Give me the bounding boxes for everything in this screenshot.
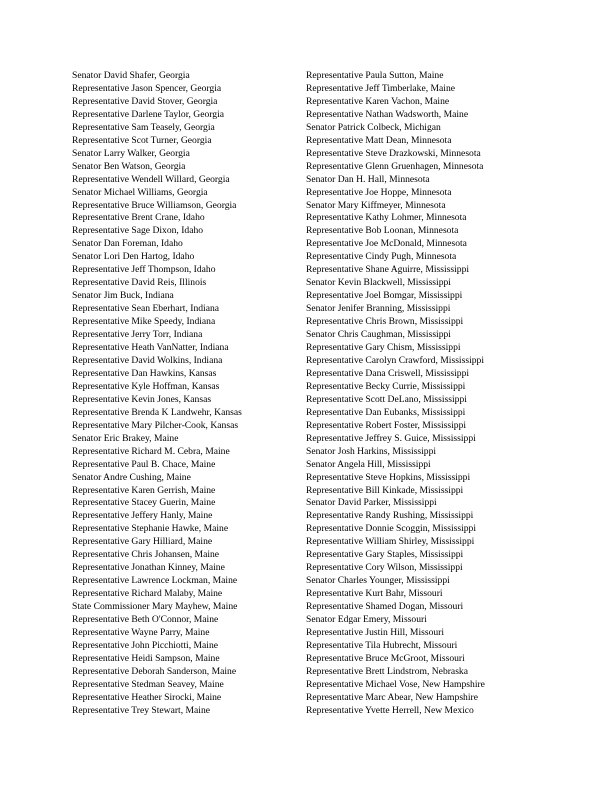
signatory-entry: Representative Jeffery Hanly, Maine	[72, 510, 213, 522]
signatory-entry: Senator David Shafer, Georgia	[72, 70, 190, 81]
signatory-entry: Representative Sean Eberhart, Indiana	[72, 303, 220, 315]
signatory-entry: Representative Bill Kinkade, Mississippi	[306, 484, 464, 496]
signatory-entry: Representative Dan Eubanks, Mississippi	[306, 406, 466, 418]
signatory-entry: Senator Angela Hill, Mississippi	[306, 458, 431, 470]
signatory-entry: Representative Brett Lindstrom, Nebraska	[306, 665, 468, 677]
signatory-entry: Representative Kathy Lohmer, Minnesota	[306, 212, 467, 224]
signatory-entry: Senator Josh Harkins, Mississippi	[306, 445, 437, 457]
signatory-entry: Senator David Parker, Mississippi	[306, 497, 437, 509]
signatory-entry: Representative Tila Hubrecht, Missouri	[306, 639, 458, 651]
signatory-entry: Representative Darlene Taylor, Georgia	[72, 108, 225, 120]
signatory-entry: Representative Gary Hilliard, Maine	[72, 536, 213, 548]
signatory-entry: Senator Dan H. Hall, Minnesota	[306, 173, 430, 185]
signatory-list-left	[72, 70, 300, 718]
signatory-entry: Representative Shane Aguirre, Mississippi	[306, 264, 470, 276]
signatory-entry: Senator Mary Kiffmeyer, Minnesota	[306, 199, 446, 211]
signatory-entry: Representative Paula Sutton, Maine	[306, 70, 444, 81]
signatory-entry: Representative Beth O'Connor, Maine	[72, 614, 219, 626]
signatory-entry: Senator Ben Watson, Georgia	[72, 160, 186, 172]
signatory-entry: Senator Edgar Emery, Missouri	[306, 614, 427, 626]
signatory-entry: Representative Shamed Dogan, Missouri	[306, 601, 464, 613]
signatory-entry: Representative Michael Vose, New Hampshire	[306, 678, 485, 690]
signatory-entry: Senator Patrick Colbeck, Michigan	[306, 121, 441, 133]
signatory-list-right	[306, 70, 546, 718]
signatory-entry: Representative Joe McDonald, Minnesota	[306, 238, 467, 250]
signatory-entry: Senator Michael Williams, Georgia	[72, 186, 208, 198]
signatory-entry: Representative Matt Dean, Minnesota	[306, 134, 452, 146]
signatory-entry: Representative David Stover, Georgia	[72, 95, 218, 107]
signatory-entry: Representative David Wolkins, Indiana	[72, 354, 223, 366]
signatory-entry: Representative Cory Wilson, Mississippi	[306, 562, 463, 574]
signatory-entry: Senator Chris Caughman, Mississippi	[306, 329, 451, 341]
signatory-entry: Representative Gary Chism, Mississippi	[306, 342, 461, 354]
signatory-entry: Representative Trey Stewart, Maine	[72, 704, 211, 716]
signatory-entry: Representative Becky Currie, Mississippi	[306, 380, 466, 392]
signatory-entry: Representative Robert Foster, Mississippi	[306, 419, 467, 431]
signatory-entry: Senator Eric Brakey, Maine	[72, 432, 179, 444]
signatory-entry: Representative Heath VanNatter, Indiana	[72, 342, 229, 354]
signatory-entry: Representative Sam Teasely, Georgia	[72, 121, 215, 133]
signatory-entry: Senator Andre Cushing, Maine	[72, 471, 191, 483]
signatory-entry: Representative Chris Johansen, Maine	[72, 549, 220, 561]
signatory-entry: Representative Sage Dixon, Idaho	[72, 225, 204, 237]
signatory-entry: Representative Kyle Hoffman, Kansas	[72, 380, 220, 392]
signatory-entry: Representative Nathan Wadsworth, Maine	[306, 108, 469, 120]
signatory-entry: Representative Yvette Herrell, New Mexico	[306, 704, 474, 716]
signatory-entry: Representative Donnie Scoggin, Mississippi	[306, 523, 477, 535]
signatory-entry: Representative Jonathan Kinney, Maine	[72, 562, 225, 574]
signatory-entry: Representative Carolyn Crawford, Mississippi	[306, 354, 484, 366]
signatory-entry: Representative Wendell Willard, Georgia	[72, 173, 230, 185]
signatory-entry: Representative Justin Hill, Missouri	[306, 626, 445, 638]
signatory-entry: Representative Stephanie Hawke, Maine	[72, 523, 229, 535]
signatory-entry: Representative Karen Gerrish, Maine	[72, 484, 216, 496]
signatory-entry: Representative Mary Pilcher-Cook, Kansas	[72, 419, 239, 431]
signatory-entry: Representative Joel Bomgar, Mississippi	[306, 290, 463, 302]
signatory-entry: Senator Jenifer Branning, Mississippi	[306, 303, 451, 315]
signatory-entry: Representative Deborah Sanderson, Maine	[72, 665, 237, 677]
signatory-entry: Representative Chris Brown, Mississippi	[306, 316, 464, 328]
signatory-entry: Representative Marc Abear, New Hampshire	[306, 691, 478, 703]
signatory-entry: Representative Cindy Pugh, Minnesota	[306, 251, 457, 263]
signatory-entry: Representative Mike Speedy, Indiana	[72, 316, 216, 328]
signatory-entry: Representative Steve Drazkowski, Minnesota	[306, 147, 481, 159]
signatory-entry: Senator Larry Walker, Georgia	[72, 147, 190, 159]
signatory-entry: Representative Kevin Jones, Kansas	[72, 393, 212, 405]
signatory-entry: Representative Stedman Seavey, Maine	[72, 678, 224, 690]
signatory-entry: Representative David Reis, Illinois	[72, 277, 207, 289]
signatory-entry: Representative Glenn Gruenhagen, Minnesota	[306, 160, 484, 172]
signatory-entry: Representative Jeff Timberlake, Maine	[306, 82, 456, 94]
signatory-entry: Senator Lori Den Hartog, Idaho	[72, 251, 195, 263]
signatory-entry: Representative Steve Hopkins, Mississippi	[306, 471, 471, 483]
signatory-entry: Representative Jeffrey S. Guice, Mississippi	[306, 432, 476, 444]
signatory-entry: Senator Dan Foreman, Idaho	[72, 238, 183, 250]
signatory-entry: Representative William Shirley, Mississippi	[306, 536, 475, 548]
signatory-entry: Representative Paul B. Chace, Maine	[72, 458, 216, 470]
signatory-entry: Representative Karen Vachon, Maine	[306, 95, 450, 107]
signatory-entry: Representative Bruce McGroot, Missouri	[306, 652, 465, 664]
signatory-entry: Representative Scot Turner, Georgia	[72, 134, 212, 146]
signatory-entry: Representative Heidi Sampson, Maine	[72, 652, 220, 664]
signatory-entry: Representative Scott DeLano, Mississippi	[306, 393, 467, 405]
signatory-entry: Representative Richard M. Cebra, Maine	[72, 445, 230, 457]
signatory-entry: Representative Richard Malaby, Maine	[72, 588, 223, 600]
signatory-entry: Representative Gary Staples, Mississippi	[306, 549, 464, 561]
signatory-entry: Representative Dana Criswell, Mississippi	[306, 367, 470, 379]
signatory-entry: Representative Brenda K Landwehr, Kansas	[72, 406, 242, 418]
signatory-entry: Representative John Picchiotti, Maine	[72, 639, 219, 651]
signatory-entry: Representative Heather Sirocki, Maine	[72, 691, 222, 703]
signatory-entry: Representative Jeff Thompson, Idaho	[72, 264, 216, 276]
signatory-entry: Representative Lawrence Lockman, Maine	[72, 575, 238, 587]
signatory-entry: Representative Jerry Torr, Indiana	[72, 329, 203, 341]
signatory-entry: Representative Stacey Guerin, Maine	[72, 497, 216, 509]
signatory-entry: Senator Jim Buck, Indiana	[72, 290, 174, 302]
signatory-entry: Representative Brent Crane, Idaho	[72, 212, 205, 224]
signatory-entry: Representative Bruce Williamson, Georgia	[72, 199, 237, 211]
signatory-entry: Representative Jason Spencer, Georgia	[72, 82, 222, 94]
signatory-entry: State Commissioner Mary Mayhew, Maine	[72, 601, 238, 613]
signatory-entry: Senator Charles Younger, Mississippi	[306, 575, 450, 587]
signatory-entry: Representative Wayne Parry, Maine	[72, 626, 210, 638]
signatory-entry: Representative Dan Hawkins, Kansas	[72, 367, 217, 379]
signatory-entry: Representative Joe Hoppe, Minnesota	[306, 186, 452, 198]
signatory-entry: Representative Randy Rushing, Mississippi	[306, 510, 474, 522]
signatory-entry: Representative Kurt Bahr, Missouri	[306, 588, 443, 600]
signatory-entry: Representative Bob Loonan, Minnesota	[306, 225, 459, 237]
signatory-entry: Senator Kevin Blackwell, Mississippi	[306, 277, 451, 289]
